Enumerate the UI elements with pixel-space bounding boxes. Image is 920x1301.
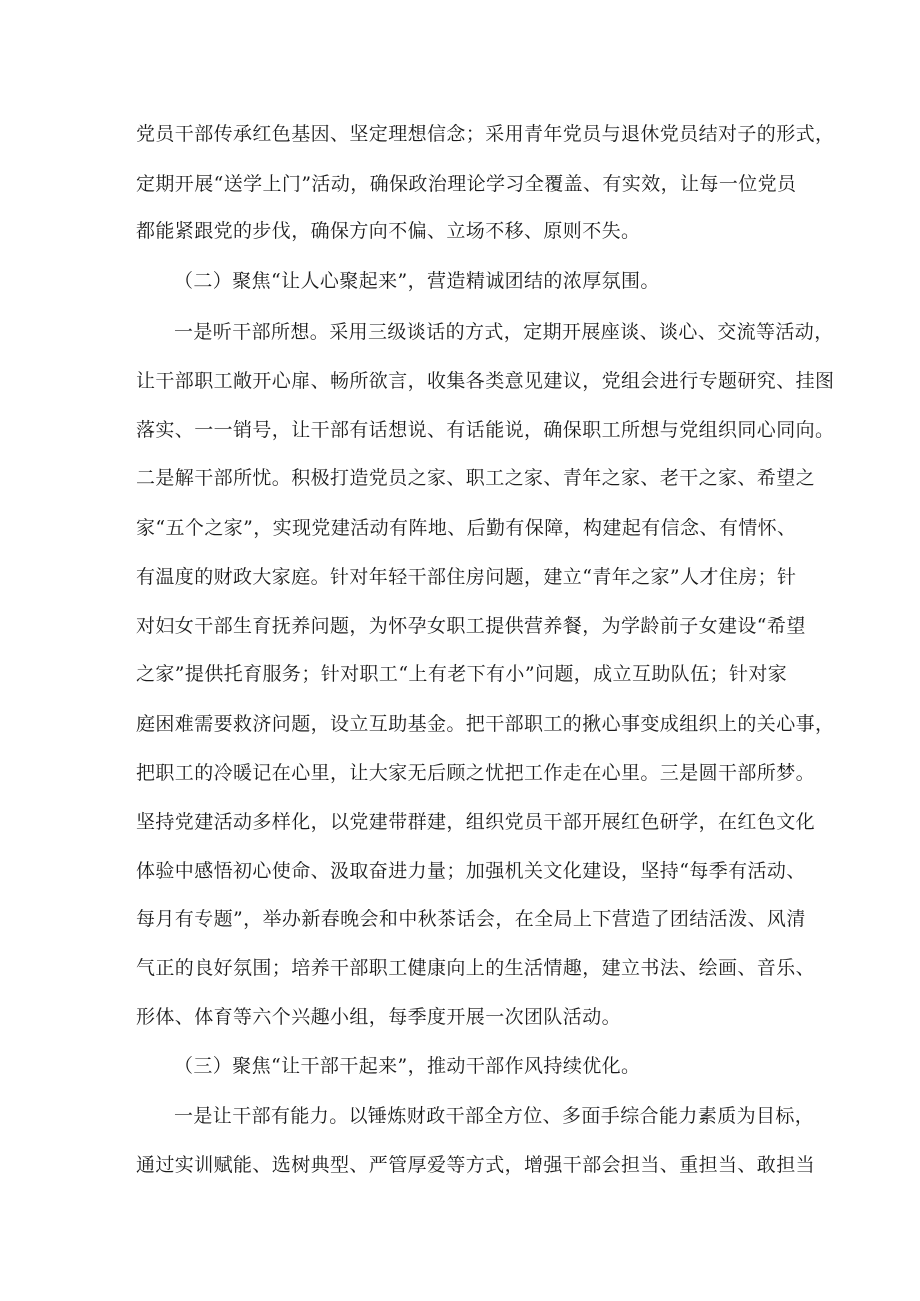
section-heading-3: （三）聚焦“让干部干起来”，推动干部作风持续优化。 xyxy=(174,1055,641,1077)
paragraph-line: 体验中感悟初心使命、汲取奋进力量；加强机关文化建设，坚持“每季有活动、 xyxy=(136,860,806,882)
paragraph-line: 庭困难需要救济问题，设立互助基金。把干部职工的揪心事变成组织上的关心事， xyxy=(136,713,835,735)
paragraph-line: 让干部职工敞开心扉、畅所欲言，收集各类意见建议，党组会进行专题研究、挂图 xyxy=(136,370,835,392)
paragraph-line: 一是听干部所想。采用三级谈话的方式，定期开展座谈、谈心、交流等活动， xyxy=(174,321,834,343)
paragraph-line: 落实、一一销号，让干部有话想说、有话能说，确保职工所想与党组织同心同向。 xyxy=(136,419,835,441)
paragraph-line: 对妇女干部生育抚养问题，为怀孕女职工提供营养餐，为学龄前子女建设“希望 xyxy=(136,615,806,637)
paragraph-line: 二是解干部所忧。积极打造党员之家、职工之家、青年之家、老干之家、希望之 xyxy=(136,467,816,489)
paragraph-line: 一是让干部有能力。以锤炼财政干部全方位、多面手综合能力素质为目标， xyxy=(174,1105,815,1127)
paragraph-line: 坚持党建活动多样化，以党建带群建，组织党员干部开展红色研学，在红色文化 xyxy=(136,811,816,833)
paragraph-line: 把职工的冷暖记在心里，让大家无后顾之忧把工作走在心里。三是圆干部所梦。 xyxy=(136,762,816,784)
paragraph-line: 每月有专题”，举办新春晚会和中秋茶话会，在全局上下营造了团结活泼、风清 xyxy=(136,908,806,930)
paragraph-line: 都能紧跟党的步伐，确保方向不偏、立场不移、原则不失。 xyxy=(136,220,641,242)
paragraph-line: 之家”提供托育服务；针对职工“上有老下有小”问题，成立互助队伍；针对家 xyxy=(136,663,788,685)
paragraph-line: 形体、体育等六个兴趣小组，每季度开展一次团队活动。 xyxy=(136,1006,622,1028)
paragraph-line: 党员干部传承红色基因、坚定理想信念；采用青年党员与退休党员结对子的形式， xyxy=(136,123,835,145)
paragraph-line: 有温度的财政大家庭。针对年轻干部住房问题，建立“青年之家”人才住房；针 xyxy=(136,566,797,588)
paragraph-line: 通过实训赋能、选树典型、严管厚爱等方式，增强干部会担当、重担当、敢担当 xyxy=(136,1154,816,1176)
paragraph-line: 气正的良好氛围；培养干部职工健康向上的生活情趣，建立书法、绘画、音乐、 xyxy=(136,957,816,979)
paragraph-line: 家“五个之家”，实现党建活动有阵地、后勤有保障，构建起有信念、有情怀、 xyxy=(136,517,797,539)
section-heading-2: （二）聚焦“让人心聚起来”，营造精诚团结的浓厚氛围。 xyxy=(174,270,660,292)
paragraph-line: 定期开展“送学上门”活动，确保政治理论学习全覆盖、有实效，让每一位党员 xyxy=(136,173,797,195)
